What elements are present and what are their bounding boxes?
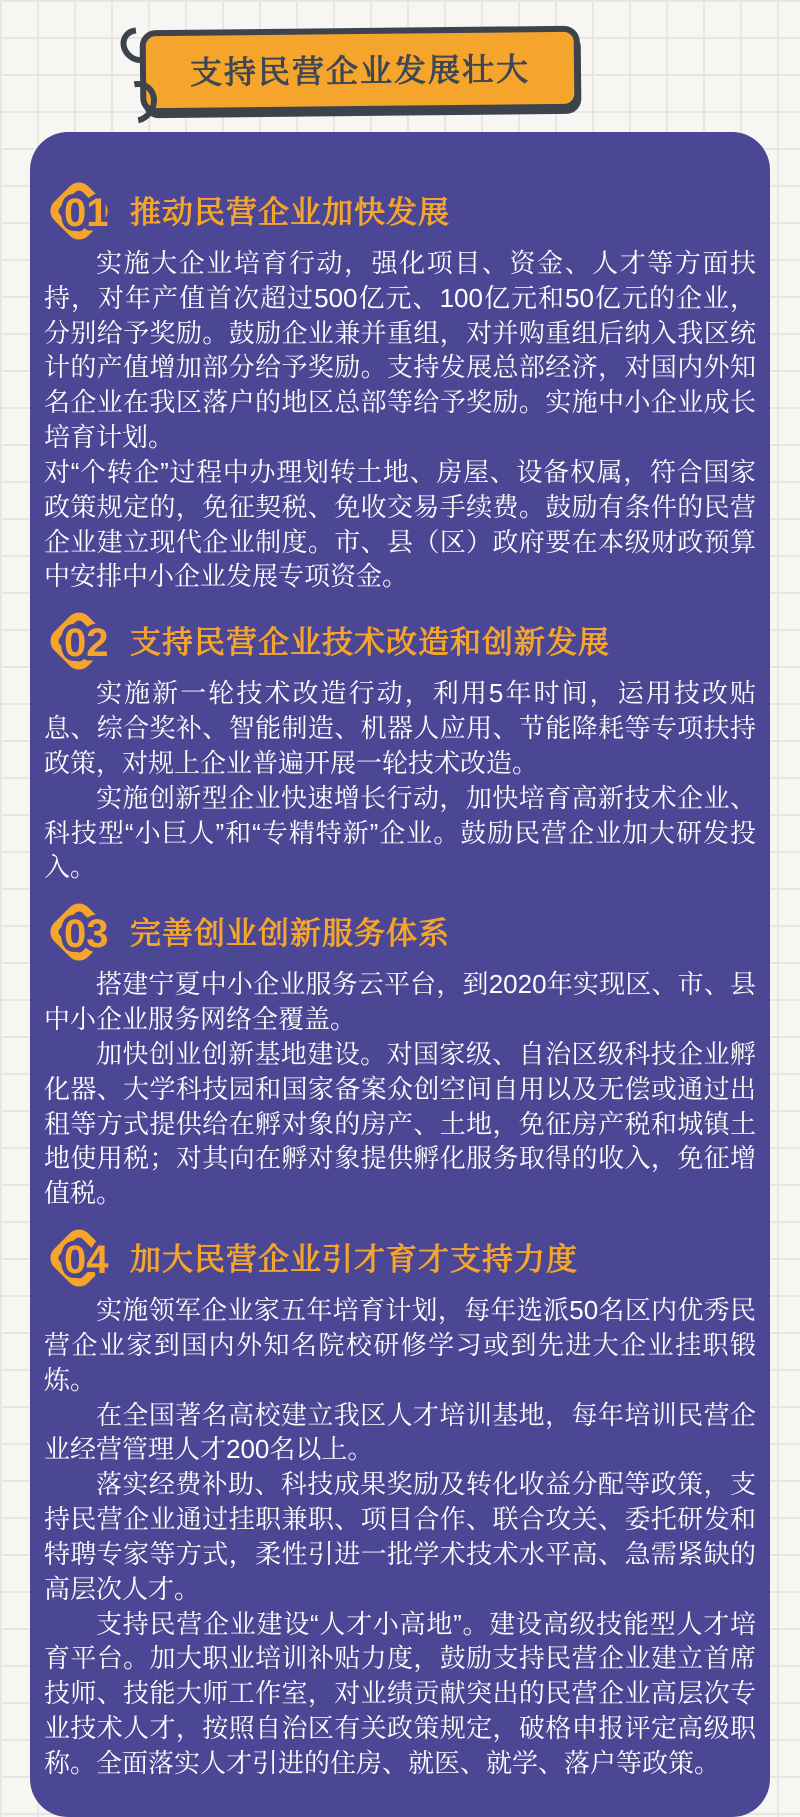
- section-2-header: [48, 608, 756, 670]
- section-4: [44, 1225, 756, 1781]
- diamond-number-04-icon: [48, 1225, 126, 1287]
- section-1-paragraph-2: 对“个转企”过程中办理划转土地、房屋、设备权属，符合国家政策规定的，免征契税、免收交易手续费。鼓励有条件的民营企业建立现代企业制度。市、县（区）政府要在本级财政预算中安排中小企业发展专项资金。: [44, 456, 756, 592]
- content-card: [30, 132, 770, 1817]
- svg-text:02: 02: [64, 621, 109, 666]
- section-1-header: [48, 178, 756, 240]
- section-1-title: 推动民营企业加快发展: [130, 194, 450, 230]
- section-3-paragraph-2: 加快创业创新基地建设。对国家级、自治区级科技企业孵化器、大学科技园和国家备案众创空间自用以及无偿或通过出租等方式提供给在孵对象的房产、土地，免征房产税和城镇土地使用税；对其向在孵对象提供孵化服务取得的收入，免征增值税。: [44, 1038, 756, 1209]
- section-3-title: 完善创业创新服务体系: [130, 915, 450, 951]
- section-3-header: [48, 899, 756, 961]
- svg-text:04: 04: [64, 1238, 109, 1283]
- diamond-number-03-icon: [48, 899, 126, 961]
- section-3-paragraph-1: 搭建宁夏中小企业服务云平台，到2020年实现区、市、县中小企业服务网络全覆盖。: [44, 969, 756, 1035]
- svg-text:01: 01: [64, 191, 109, 235]
- section-2: [44, 608, 756, 885]
- diamond-number-01-icon: [48, 178, 126, 240]
- section-2-paragraph-1: 实施新一轮技术改造行动，利用5年时间，运用技改贴息、综合奖补、智能制造、机器人应用、节能降耗等专项扶持政策，对规上企业普遍开展一轮技术改造。: [44, 678, 756, 778]
- banner-plate: [140, 26, 581, 115]
- section-4-paragraph-2: 在全国著名高校建立我区人才培训基地，每年培训民营企业经营管理人才200名以上。: [44, 1399, 756, 1465]
- banner-curl-icon: [113, 20, 164, 70]
- svg-text:03: 03: [64, 912, 109, 957]
- section-3: [44, 899, 756, 1211]
- banner-curl-icon: [107, 73, 165, 132]
- section-2-paragraph-2: 实施创新型企业快速增长行动，加快培育高新技术企业、科技型“小巨人”和“专精特新”企业。鼓励民营企业加大研发投入。: [44, 782, 756, 883]
- section-4-paragraph-1: 实施领军企业家五年培育计划，每年选派50名区内优秀民营企业家到国内外知名院校研修学习或到先进大企业挂职锻炼。: [44, 1295, 756, 1395]
- section-4-paragraph-4: 支持民营企业建设“人才小高地”。建设高级技能型人才培育平台。加大职业培训补贴力度，鼓励支持民营企业建立首席技师、技能大师工作室，对业绩贡献突出的民营企业高层次专业技术人才，按照自治区有关政策规定，破格申报评定高级职称。全面落实人才引进的住房、就医、就学、落户等政策。: [44, 1608, 756, 1778]
- page-title: 支持民营企业发展壮大: [189, 51, 531, 91]
- section-2-title: 支持民营企业技术改造和创新发展: [130, 624, 610, 660]
- diamond-number-02-icon: [48, 608, 126, 670]
- section-1-paragraph-1: 实施大企业培育行动，强化项目、资金、人才等方面扶持，对年产值首次超过500亿元、100亿元和50亿元的企业，分别给予奖励。鼓励企业兼并重组，对并购重组后纳入我区统计的产值增加部分给予奖励。支持发展总部经济，对国内外知名企业在我区落户的地区总部等给予奖励。实施中小企业成长培育计划。: [44, 248, 756, 453]
- section-4-header: [48, 1225, 756, 1287]
- section-1: [44, 178, 756, 594]
- section-4-title: 加大民营企业引才育才支持力度: [130, 1241, 578, 1277]
- banner: [0, 0, 800, 112]
- section-4-paragraph-3: 落实经费补助、科技成果奖励及转化收益分配等政策，支持民营企业通过挂职兼职、项目合作、联合攻关、委托研发和特聘专家等方式，柔性引进一批学术技术水平高、急需紧缺的高层次人才。: [44, 1469, 756, 1604]
